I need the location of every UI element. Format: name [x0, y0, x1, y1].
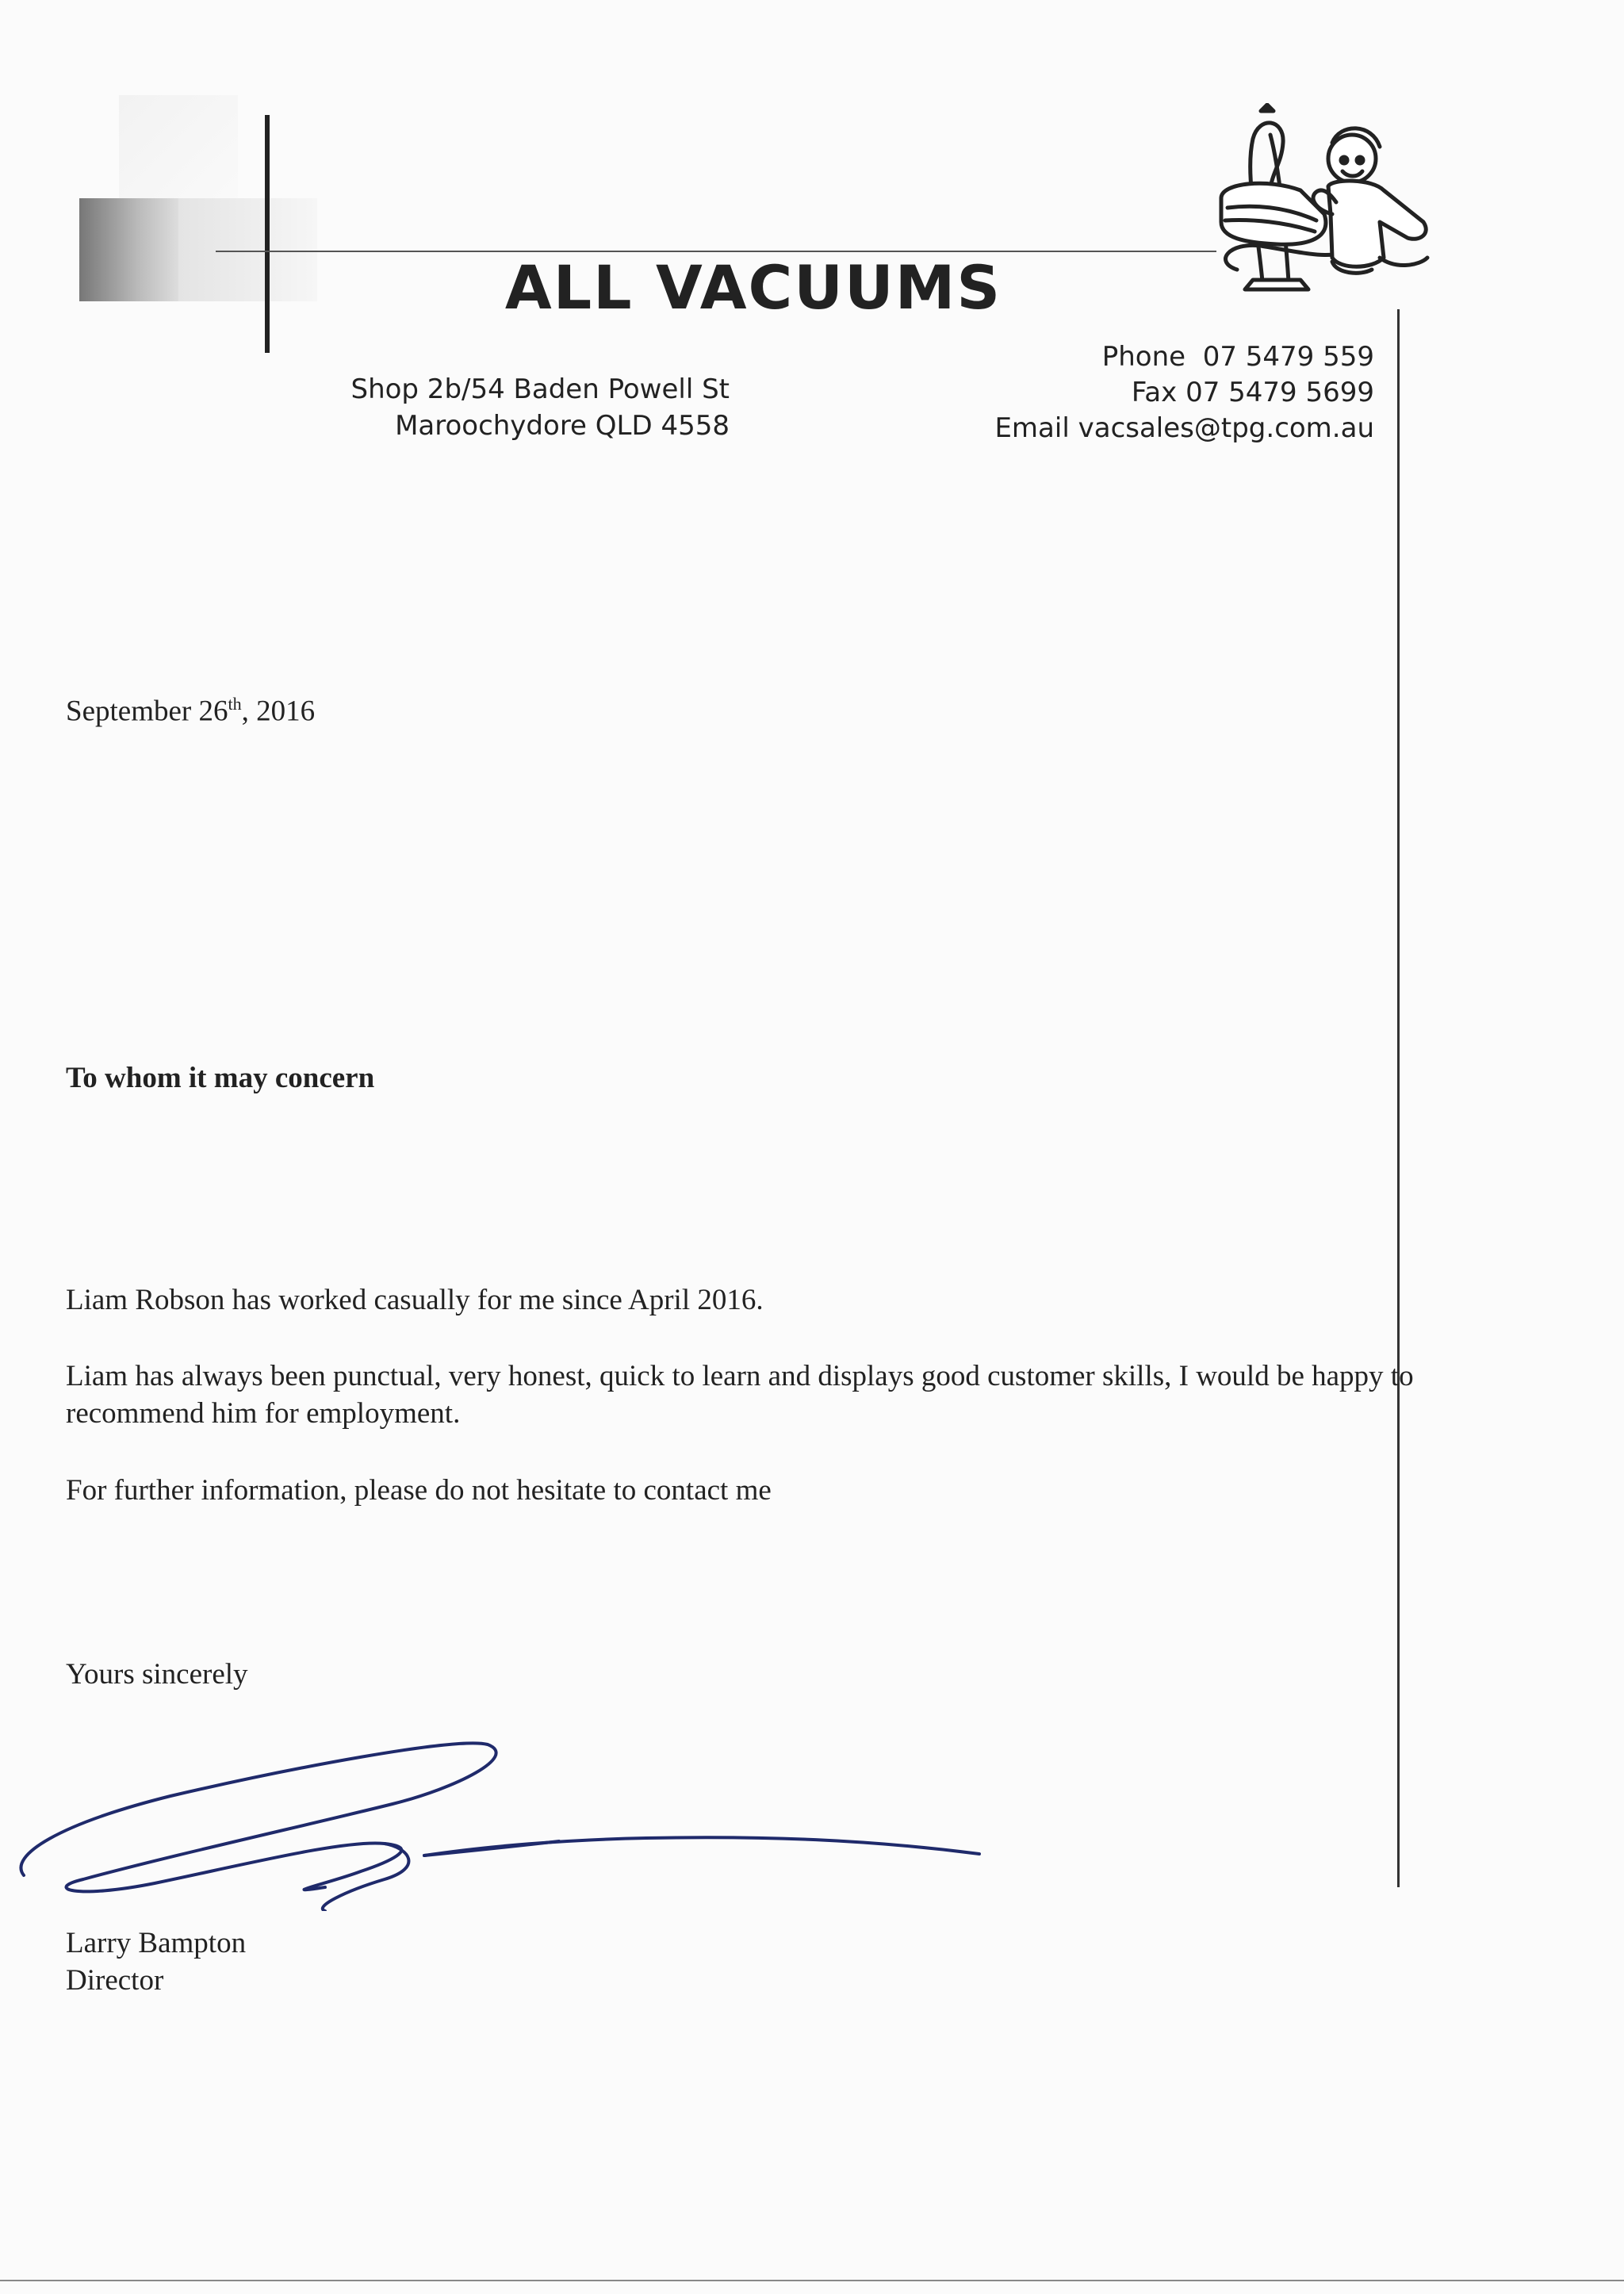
- page-right-margin-rule: [1397, 309, 1400, 1887]
- letter-closing: Yours sincerely: [66, 1658, 248, 1691]
- phone-line: [936, 339, 1374, 375]
- email-address: vacsales@tpg.com.au: [1078, 412, 1374, 444]
- phone-number: 07 5479 559: [1202, 341, 1374, 373]
- date-ordinal-suffix: th: [228, 694, 242, 714]
- letter-paragraph-3: For further information, please do not hesitate to contact me: [66, 1474, 772, 1507]
- address-line-1: Shop 2b/54 Baden Powell St: [350, 373, 730, 405]
- address-line-2: Maroochydore QLD 4558: [395, 410, 730, 442]
- date-year: , 2016: [241, 695, 316, 728]
- signer-title: Director: [66, 1964, 164, 1997]
- phone-label: Phone: [1101, 341, 1186, 373]
- letterhead-decoration-square-light: [119, 95, 238, 214]
- company-contact: [936, 339, 1374, 446]
- fax-line: [936, 375, 1374, 411]
- handwritten-signature: [12, 1729, 987, 1911]
- vacuum-cleaner-cartoon-icon: [1213, 103, 1451, 309]
- company-name: ALL VACUUMS: [504, 252, 1002, 323]
- signer-name: Larry Bampton: [66, 1927, 247, 1959]
- letterhead-decoration-square-dark: [79, 198, 178, 301]
- page-bottom-rule: [0, 2280, 1624, 2281]
- letter-salutation: To whom it may concern: [66, 1062, 375, 1094]
- company-address: [317, 371, 730, 444]
- letterhead-vertical-rule: [265, 115, 270, 353]
- email-label: Email: [994, 412, 1070, 444]
- letterhead-decoration-square-mid: [178, 198, 317, 301]
- fax-label: Fax: [1131, 377, 1178, 408]
- letter-paragraph-2: Liam has always been punctual, very honest, quick to learn and displays good customer skills, I would be happy to recommend him for employment.: [66, 1360, 1414, 1430]
- email-line: [936, 411, 1374, 446]
- letter-date: [66, 685, 315, 730]
- date-month-day: September 26: [66, 695, 228, 728]
- fax-number: 07 5479 5699: [1185, 377, 1374, 408]
- letter-paragraph-1: Liam Robson has worked casually for me since April 2016.: [66, 1284, 764, 1316]
